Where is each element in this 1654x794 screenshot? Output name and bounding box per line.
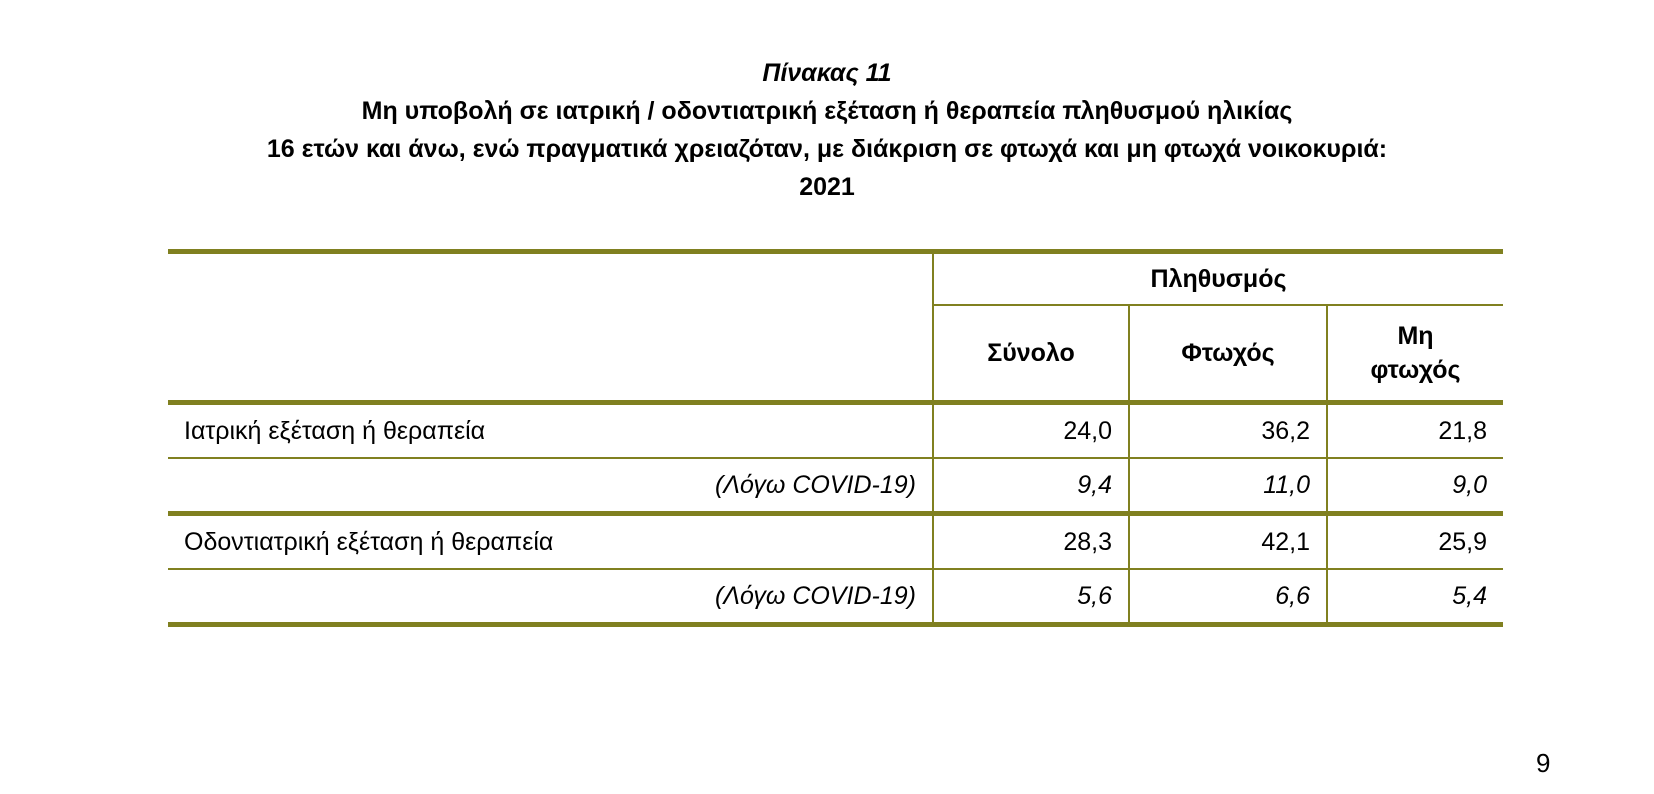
cell-total: 9,4 [933, 458, 1129, 514]
cell-nonpoor: 25,9 [1327, 514, 1503, 570]
column-header-poor: Φτωχός [1129, 305, 1327, 403]
table-label: Πίνακας 11 [762, 59, 892, 87]
column-header-nonpoor [1327, 305, 1503, 403]
stub-header-cell [168, 252, 933, 403]
table-caption [0, 54, 1654, 206]
header-row-group [168, 252, 1503, 306]
table-row [168, 569, 1503, 625]
row-label: (Λόγω COVID-19) [168, 569, 933, 625]
cell-nonpoor: 5,4 [1327, 569, 1503, 625]
table-row [168, 514, 1503, 570]
population-group-header: Πληθυσμός [933, 252, 1503, 306]
table-title-line-2: 16 ετών και άνω, ενώ πραγματικά χρειαζόταν, με διάκριση σε φτωχά και μη φτωχά νοικοκυριά: [266, 135, 1388, 163]
cell-poor: 42,1 [1129, 514, 1327, 570]
table-title-year: 2021 [799, 173, 855, 201]
cell-total: 5,6 [933, 569, 1129, 625]
page-number: 9 [1536, 748, 1551, 778]
row-label: Ιατρική εξέταση ή θεραπεία [168, 403, 933, 459]
table-title-line-1: Μη υποβολή σε ιατρική / οδοντιατρική εξέταση ή θεραπεία πληθυσμού ηλικίας [361, 97, 1293, 125]
table-row [168, 458, 1503, 514]
statistics-table [168, 249, 1503, 627]
cell-total: 24,0 [933, 403, 1129, 459]
column-header-total: Σύνολο [933, 305, 1129, 403]
cell-nonpoor: 21,8 [1327, 403, 1503, 459]
cell-total: 28,3 [933, 514, 1129, 570]
cell-poor: 11,0 [1129, 458, 1327, 514]
column-header-nonpoor-line-1: Μη [1397, 322, 1434, 350]
row-label: (Λόγω COVID-19) [168, 458, 933, 514]
cell-nonpoor: 9,0 [1327, 458, 1503, 514]
table-row [168, 403, 1503, 459]
cell-poor: 6,6 [1129, 569, 1327, 625]
row-label: Οδοντιατρική εξέταση ή θεραπεία [168, 514, 933, 570]
cell-poor: 36,2 [1129, 403, 1327, 459]
column-header-nonpoor-line-2: φτωχός [1370, 356, 1461, 384]
